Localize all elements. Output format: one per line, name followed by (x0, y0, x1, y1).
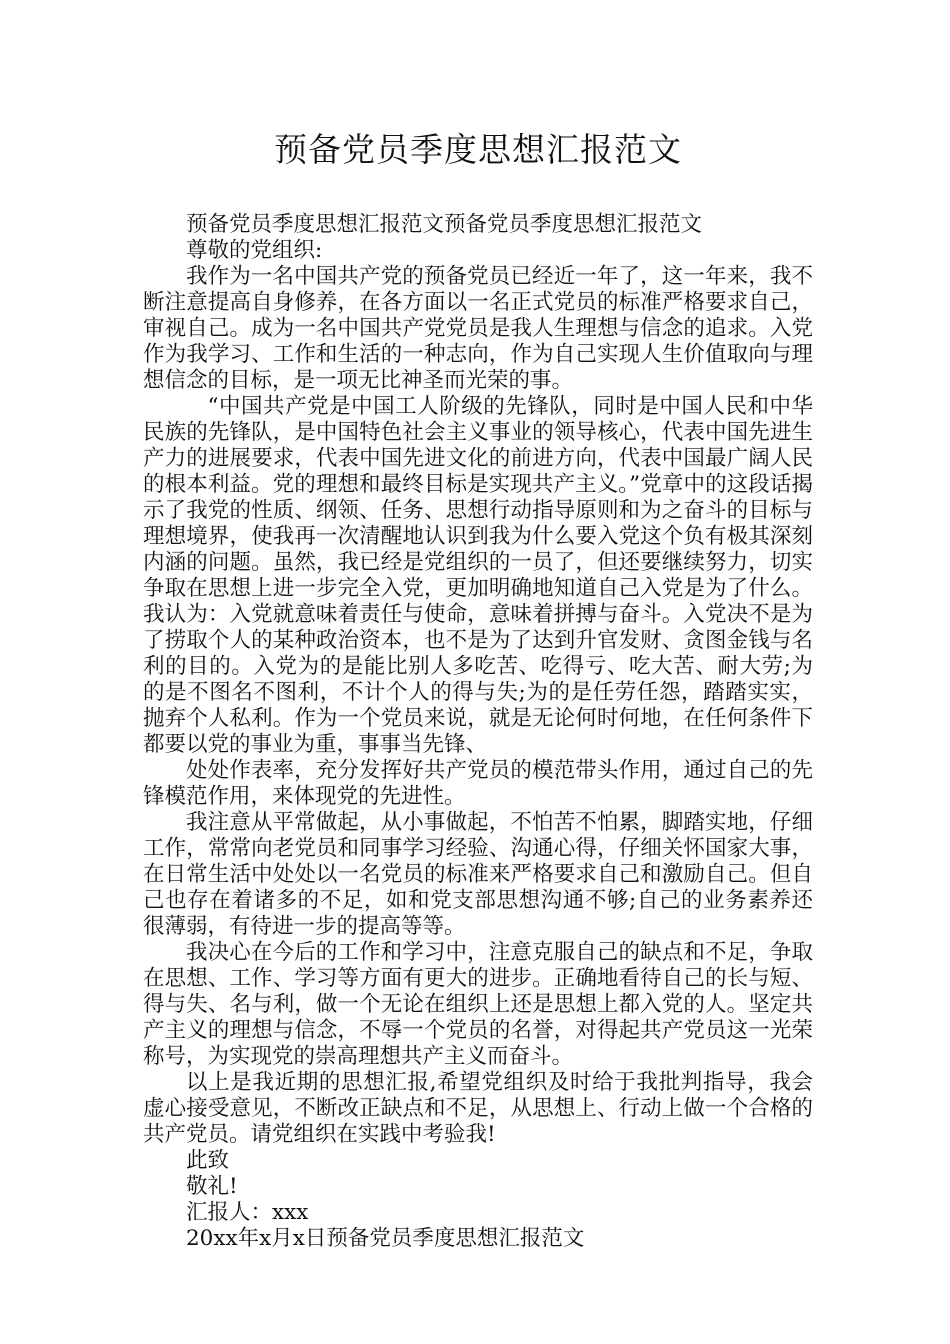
body-paragraph: “中国共产党是中国工人阶级的先锋队，同时是中国人民和中华民族的先锋队，是中国特色社会主义事业的领导核心，代表中国先进生产力的进展要求，代表中国先进文化的前进方向，代表中国最广阔人民的根本利益。党的理想和最终目标是实现共产主义。”党章中的这段话揭示了我党的性质、纲领、任务、思想行动指导原则和为之奋斗的目标与理想境界，使我再一次清醒地认识到我为什么要入党这个负有极其深刻内涵的问题。虽然，我已经是党组织的一员了，但还要继续努力，切实争取在思想上进一步完全入党，更加明确地知道自己入党是为了什么。我认为：入党就意味着责任与使命，意味着拼搏与奋斗。入党决不是为了捞取个人的某种政治资本，也不是为了达到升官发财、贪图金钱与名利的目的。入党为的是能比别人多吃苦、吃得亏、吃大苦、耐大劳;为的是不图名不图利，不计个人的得与失;为的是任劳任怨，踏踏实实，抛弃个人私利。作为一个党员来说，就是无论何时何地，在任何条件下都要以党的事业为重，事事当先锋、 (143, 394, 813, 757)
body-paragraph: 我注意从平常做起，从小事做起，不怕苦不怕累，脚踏实地，仔细工作，常常向老党员和同事学习经验、沟通心得，仔细关怀国家大事，在日常生活中处处以一名党员的标准来严格要求自己和激励自己。但自己也存在着诸多的不足，如和党支部思想沟通不够;自己的业务素养还很薄弱，有待进一步的提高等等。 (143, 810, 813, 939)
document-page (143, 128, 813, 1252)
body-paragraph: 我决心在今后的工作和学习中，注意克服自己的缺点和不足，争取在思想、工作、学习等方面有更大的进步。正确地看待自己的长与短、得与失、名与利，做一个无论在组织上还是思想上都入党的人。坚定共产主义的理想与信念，不辱一个党员的名誉，对得起共产党员这一光荣称号，为实现党的崇高理想共产主义而奋斗。 (143, 940, 813, 1069)
salutation: 尊敬的党组织: (186, 238, 323, 263)
closing-salute: 敬礼! (186, 1174, 238, 1199)
reporter-line: 汇报人：xxx (186, 1200, 309, 1225)
body-paragraph: 我作为一名中国共产党的预备党员已经近一年了，这一年来，我不断注意提高自身修养，在各方面以一名正式党员的标准严格要求自己，审视自己。成为一名中国共产党党员是我人生理想与信念的追求。入党作为我学习、工作和生活的一种志向，作为自己实现人生价值取向与理想信念的目标，是一项无比神圣而光荣的事。 (143, 264, 813, 393)
document-title: 预备党员季度思想汇报范文 (274, 130, 682, 169)
closing-line: 此致 (186, 1148, 230, 1173)
subtitle-paragraph: 预备党员季度思想汇报范文预备党员季度思想汇报范文 (186, 212, 703, 237)
body-paragraph: 处处作表率，充分发挥好共产党员的模范带头作用，通过自己的先锋模范作用，来体现党的先进性。 (143, 758, 813, 809)
date-line: 20xx年x月x日预备党员季度思想汇报范文 (186, 1226, 585, 1251)
body-paragraph: 以上是我近期的思想汇报,希望党组织及时给于我批判指导，我会虚心接受意见，不断改正缺点和不足，从思想上、行动上做一个合格的共产党员。请党组织在实践中考验我! (143, 1070, 813, 1147)
document-body (143, 212, 813, 1252)
